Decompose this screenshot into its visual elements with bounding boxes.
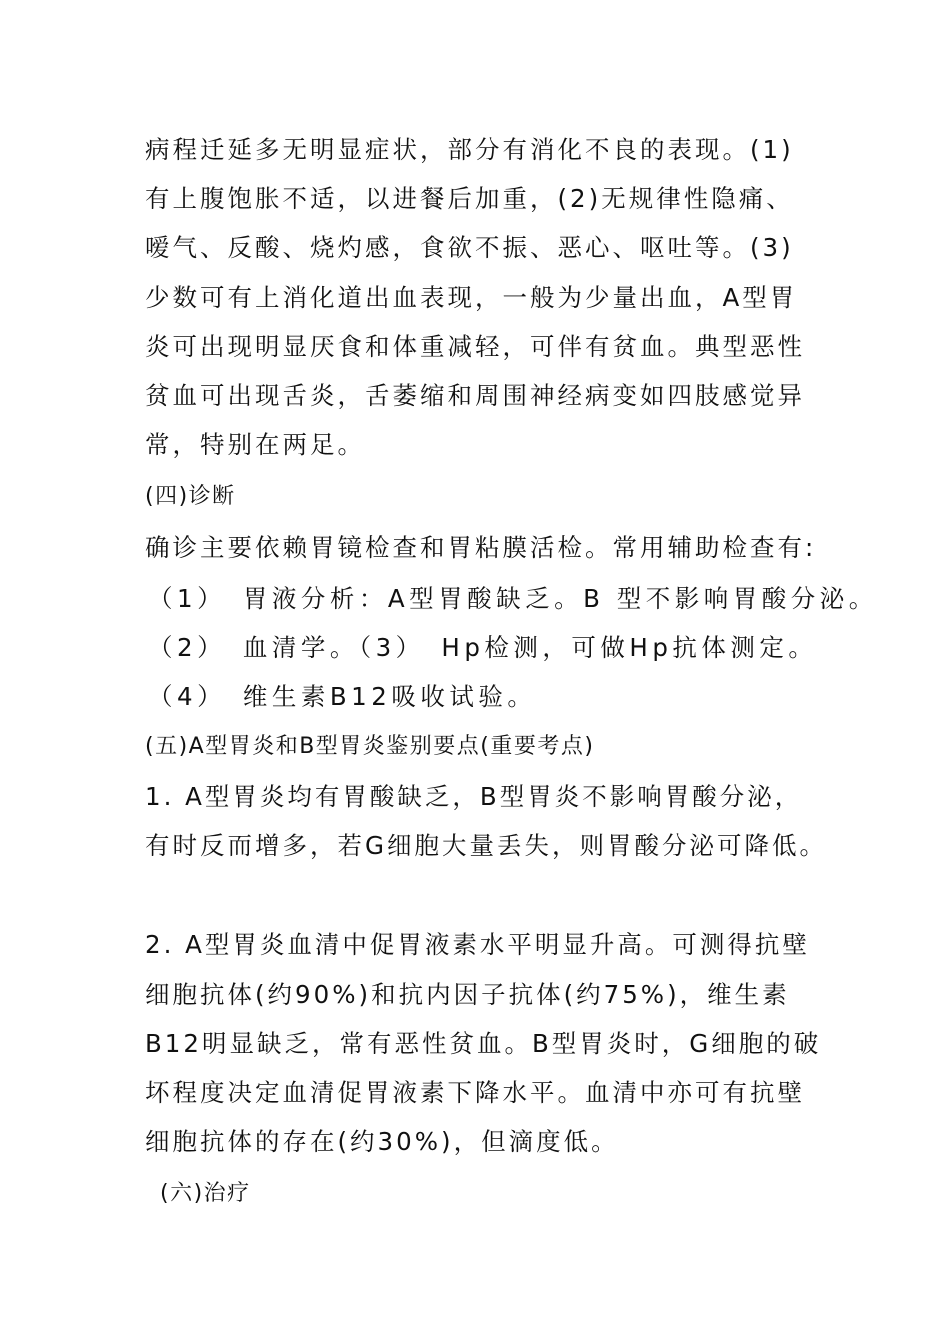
- symptoms-line-3: 嗳气、反酸、烧灼感，食欲不振、恶心、呕吐等。(3): [145, 233, 794, 262]
- differential-point2-line-1: 2. A型胃炎血清中促胃液素水平明显升高。可测得抗壁: [145, 930, 810, 959]
- symptoms-line-2: 有上腹饱胀不适，以进餐后加重，(2)无规律性隐痛、: [145, 184, 794, 213]
- treatment-heading: (六)治疗: [160, 1181, 251, 1206]
- diagnosis-heading: (四)诊断: [145, 484, 236, 509]
- symptoms-line-6: 贫血可出现舌炎，舌萎缩和周围神经病变如四肢感觉异: [145, 381, 805, 410]
- symptoms-line-5: 炎可出现明显厌食和体重减轻，可伴有贫血。典型恶性: [145, 332, 805, 361]
- diagnosis-item-3: （4） 维生素B12吸收试验。: [148, 682, 537, 711]
- differential-point2-line-3: B12明显缺乏，常有恶性贫血。B型胃炎时，G细胞的破: [145, 1029, 822, 1058]
- differential-point1-line-1: 1. A型胃炎均有胃酸缺乏，B型胃炎不影响胃酸分泌，: [145, 782, 803, 811]
- differential-point2-line-4: 坏程度决定血清促胃液素下降水平。血清中亦可有抗壁: [145, 1078, 805, 1107]
- differential-heading: (五)A型胃炎和B型胃炎鉴别要点(重要考点): [145, 734, 595, 759]
- differential-point2-line-5: 细胞抗体的存在(约30%)，但滴度低。: [145, 1127, 619, 1156]
- diagnosis-item-2: （2） 血清学。（3） Hp检测，可做Hp抗体测定。: [148, 633, 818, 662]
- symptoms-line-4: 少数可有上消化道出血表现，一般为少量出血，A型胃: [145, 283, 798, 312]
- differential-point2-line-2: 细胞抗体(约90%)和抗内因子抗体(约75%)，维生素: [145, 980, 790, 1009]
- symptoms-line-1: 病程迁延多无明显症状，部分有消化不良的表现。(1): [145, 135, 794, 164]
- diagnosis-intro: 确诊主要依赖胃镜检查和胃粘膜活检。常用辅助检查有:: [145, 533, 817, 562]
- differential-point1-line-2: 有时反而增多，若G细胞大量丢失，则胃酸分泌可降低。: [145, 831, 827, 860]
- symptoms-line-7: 常，特别在两足。: [145, 430, 365, 459]
- diagnosis-item-1: （1） 胃液分析：A型胃酸缺乏。B 型不影响胃酸分泌。: [148, 584, 878, 613]
